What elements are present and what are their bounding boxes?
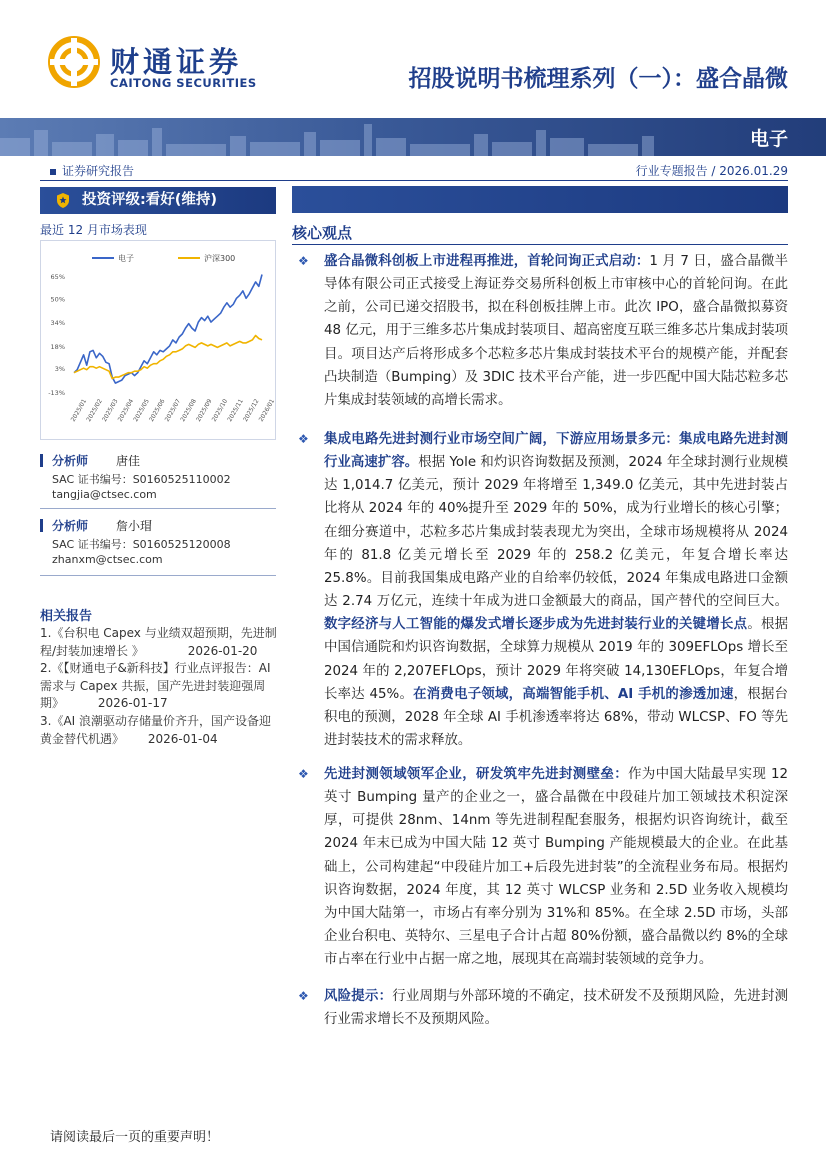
logo-text-cn: 财通证券 xyxy=(110,45,243,79)
related-reports-title: 相关报告 xyxy=(40,609,93,624)
x-tick-label: 2025/05 xyxy=(132,397,151,423)
doc-type xyxy=(50,162,134,179)
related-report-date: 2026-01-20 xyxy=(187,643,258,658)
analyst-card-2 xyxy=(40,517,276,567)
accent-bar xyxy=(40,519,43,532)
body-text: 1 月 7 日，盛合晶微半导体有限公司正式接受上海证券交易所科创板上市审核中心的首轮问询。在此之前，公司已递交招股书，拟在科创板挂牌上市。此次 IPO，盛合晶微拟募资 48 亿元，用于三维多芯片集成封装项目、超高密度互联三维多芯片集成封装项目。项目达产后将形成多个芯粒多芯片集成封装技术平台的规模产能，并配套凸块制造（Bumping）及 3DIC 技术平台产能，进一步匹配中国大陆芯粒多芯片集成封装领域的高增长需求。 xyxy=(324,254,788,408)
analyst-name: 唐佳 xyxy=(116,454,141,468)
x-tick-label: 2025/11 xyxy=(226,397,245,423)
x-tick-label: 2025/07 xyxy=(163,397,183,423)
related-report-text: 2.《【财通电子&新科技】行业点评报告：AI 需求与 Capex 共振，国产先进封装迎强周期》 xyxy=(40,661,271,711)
related-report-date: 2026-01-04 xyxy=(147,731,218,746)
section-divider xyxy=(292,244,788,245)
legend-label: 电子 xyxy=(118,254,134,263)
analyst-sac: SAC 证书编号：S0160525110002 xyxy=(52,473,231,486)
company-logo xyxy=(48,36,257,96)
report-title: 招股说明书梳理系列（一）：盛合晶微 xyxy=(408,66,788,92)
body-text: 行业周期与外部环境的不确定，技术研发不及预期风险，先进封测行业需求增长不及预期风险。 xyxy=(324,989,789,1028)
analyst-divider xyxy=(40,575,276,576)
disclaimer-notice: 请阅读最后一页的重要声明！ xyxy=(50,1130,220,1145)
diamond-bullet-icon: ❖ xyxy=(298,432,309,446)
analyst-sac: SAC 证书编号：S0160525120008 xyxy=(52,538,231,551)
x-tick-label: 2025/08 xyxy=(179,397,198,423)
paragraph-text xyxy=(298,985,788,1031)
header-divider xyxy=(40,180,788,181)
x-tick-label: 2025/02 xyxy=(85,397,104,423)
x-tick-label: 2025/09 xyxy=(195,397,214,423)
diamond-bullet-icon: ❖ xyxy=(298,767,309,781)
related-report-item[interactable] xyxy=(40,660,280,713)
y-tick-label: 50% xyxy=(50,295,65,304)
logo-emblem-icon xyxy=(48,36,100,88)
highlight-text: 数字经济与人工智能的爆发式增长逐步成为先进封装行业的关键增长点 xyxy=(324,617,748,633)
x-tick-label: 2025/03 xyxy=(101,397,120,423)
key-point-2 xyxy=(298,428,788,752)
analyst-card-1 xyxy=(40,452,276,502)
shield-icon xyxy=(56,192,70,209)
report-type-date: 行业专题报告 / 2026.01.29 xyxy=(635,164,788,178)
x-tick-label: 2026/01 xyxy=(257,397,276,423)
key-point-1 xyxy=(298,250,788,412)
body-text: ，根据台积电的预测，2028 年全球 AI 手机渗透率将达 68%，带动 WLCSP、FO 等先进封装技术的需求释放。 xyxy=(324,686,789,749)
analyst-divider xyxy=(40,508,276,509)
related-report-item[interactable] xyxy=(40,713,280,748)
risk-warning xyxy=(298,985,788,1031)
header-banner xyxy=(0,118,826,156)
body-text: 作为中国大陆最早实现 12 英寸 Bumping 量产的企业之一，盛合晶微在中段硅片加工领域技术积淀深厚，可提供 28nm、14nm 等先进制程配套服务，根据灼识咨询统计，截至 2024 年末已成为中国大陆 12 英寸 Bumping 产能规模最大的企业。在此基础上，公司构建起“中段硅片加工+后段先进封装”的全流程业务布局。根据灼识咨询数据，2024 年度，其 12 英寸 WLCSP 业务和 2.5D 业务收入规模均为中国大陆第一，市场占有率分别为 31%和 85%。在全球 2.5D 市场，头部企业台积电、英特尔、三星电子合计占超 80%份额，盛合晶微以约 8%的全球市占率在行业中占据一席之地，展现其在高端封装领域的竞争力。 xyxy=(324,767,788,968)
paragraph-text xyxy=(298,250,788,412)
y-tick-label: 65% xyxy=(50,273,65,281)
core-header-bar xyxy=(292,186,788,213)
related-report-text: 1.《台积电 Capex 与业绩双超预期，先进制程/封装加速增长 》 xyxy=(40,626,277,658)
related-reports-list xyxy=(40,625,280,748)
x-tick-label: 2025/06 xyxy=(148,397,167,423)
y-tick-label: 34% xyxy=(50,319,65,328)
section-title: 核心观点 xyxy=(292,224,353,242)
body-text: 根据 Yole 和灼识咨询数据及预测，2024 年全球封测行业规模达 1,014.7 亿美元，预计 2029 年将增至 1,349.0 亿美元，其中先进封装占比将从 2024 年的 40%提升至 2029 年的 50%，成为行业增长的核心引擎；在细分赛道中，芯粒多芯片集成封装表现尤为突出，全球市场规模将从 2024 年的 81.8 亿美元增长至 2029 年的 258.2 亿美元，年复合增长率达 25.8%。目前我国集成电路产业的自给率仍较低，2024 年集成电路进口金额达 2.74 万亿元，连续十年成为进口金额最大的商品，国产替代的空间巨大。 xyxy=(324,455,788,610)
diamond-bullet-icon: ❖ xyxy=(298,989,309,1003)
sector-label: 电子 xyxy=(749,128,788,150)
related-report-date: 2026-01-17 xyxy=(97,696,168,711)
analyst-name: 詹小瑁 xyxy=(116,519,153,533)
investment-rating: 投资评级:看好(维持) xyxy=(82,192,218,208)
highlight-text: 在消费电子领域，高端智能手机、AI 手机的渗透加速 xyxy=(413,686,734,702)
logo-text-en: CAITONG SECURITIES xyxy=(110,76,257,90)
analyst-email[interactable]: zhanxm@ctsec.com xyxy=(52,553,163,566)
x-tick-label: 2025/10 xyxy=(210,397,230,423)
paragraph-text xyxy=(298,428,788,752)
investment-rating-box xyxy=(40,187,276,214)
x-tick-label: 2025/04 xyxy=(116,397,136,423)
highlight-text: 风险提示： xyxy=(324,989,393,1004)
market-performance-chart xyxy=(40,240,276,440)
paragraph-text xyxy=(298,763,788,971)
square-bullet-icon xyxy=(50,169,56,175)
highlight-text: 集成电路先进封测行业市场空间广阔，下游应用场景多元：集成电路先进封测行业高速扩容。 xyxy=(324,432,788,471)
y-tick-label: 3% xyxy=(54,365,65,374)
accent-bar xyxy=(40,454,43,467)
analyst-role: 分析师 xyxy=(52,454,89,468)
body-text: 。根据中国信通院和灼识咨询数据，全球算力规模从 2019 年的 309EFLOps 增长至 2024 年的 2,207EFLOps，预计 2029 年将突破 14,130EFLOps，年复合增长率达 45%。 xyxy=(324,617,789,702)
city-skyline-graphic xyxy=(0,118,826,156)
legend-label: 沪深300 xyxy=(204,254,236,263)
performance-chart-svg xyxy=(40,240,276,440)
key-point-3 xyxy=(298,763,788,971)
performance-label: 最近 12 月市场表现 xyxy=(40,223,147,237)
doc-type-label: 证券研究报告 xyxy=(62,164,135,178)
x-tick-label: 2025/01 xyxy=(69,397,89,423)
analyst-email[interactable]: tangjia@ctsec.com xyxy=(52,488,157,501)
highlight-text: 先进封测领域领军企业，研发筑牢先进封测壁垒： xyxy=(324,767,629,782)
related-report-text: 3.《AI 浪潮驱动存储量价齐升，国产设备迎黄金替代机遇》 xyxy=(40,713,272,746)
x-tick-label: 2025/12 xyxy=(242,397,261,423)
related-report-item[interactable] xyxy=(40,625,280,660)
analyst-role: 分析师 xyxy=(52,519,89,533)
diamond-bullet-icon: ❖ xyxy=(298,254,309,268)
y-tick-label: -13% xyxy=(48,389,65,397)
y-tick-label: 18% xyxy=(50,342,65,351)
highlight-text: 盛合晶微科创板上市进程再推进，首轮问询正式启动： xyxy=(324,254,650,269)
